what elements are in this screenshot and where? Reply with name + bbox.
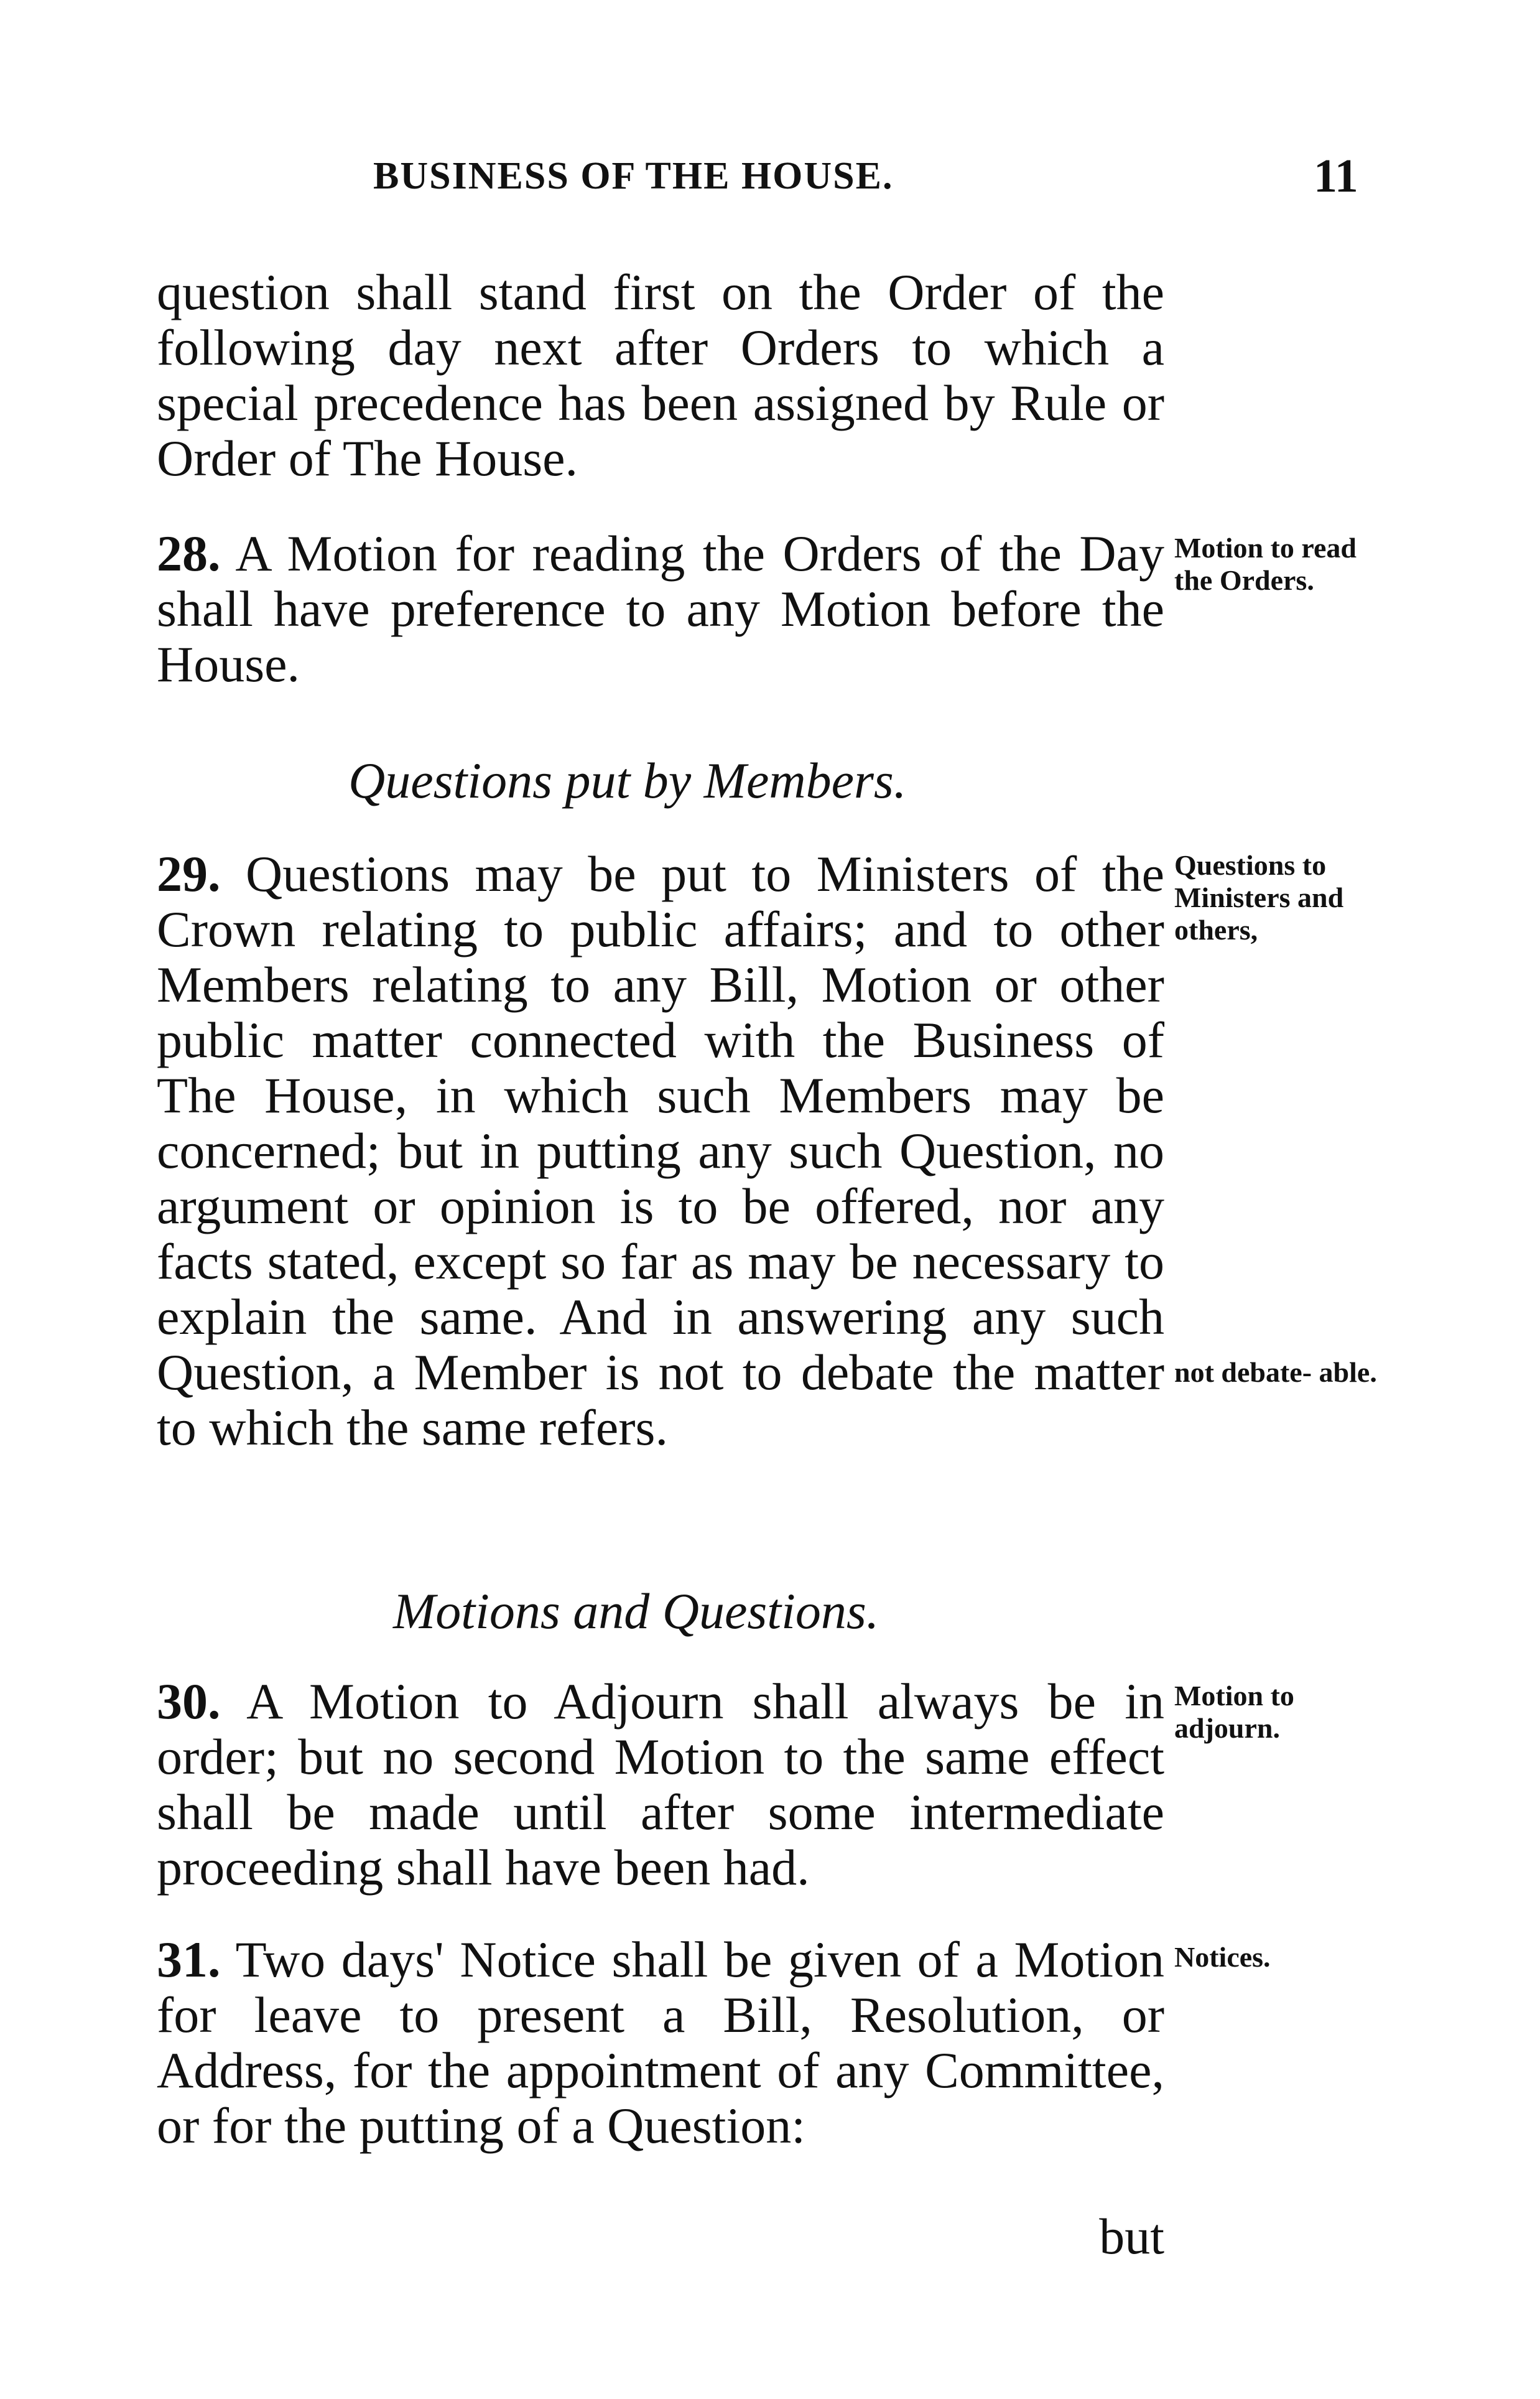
rule-30-margin-note: Motion to adjourn. <box>1174 1680 1294 1744</box>
rule-29-paragraph <box>157 846 1164 1455</box>
rule-28-text: A Motion for reading the Orders of the Day shall have preference to any Motion before the House. <box>157 525 1164 692</box>
rule-31-paragraph <box>157 1932 1164 2153</box>
rule-31-number: 31. <box>157 1931 221 1988</box>
rule-29-text-2: And in answering any such Question, a Member is not to debate the matter to which the same refers. <box>157 1288 1164 1456</box>
rule-31-text: Two days' Notice shall be given of a Motion for leave to present a Bill, Resolution, or Address, for the appointment of any Committee, or for the putting of a Question: <box>157 1931 1164 2154</box>
section-heading-questions: Questions put by Members. <box>348 752 907 809</box>
running-title: BUSINESS OF THE HOUSE. <box>373 155 894 197</box>
catchword: but <box>1099 2208 1164 2265</box>
rule-31-margin-note: Notices. <box>1174 1941 1271 1973</box>
rule-29-margin-note-not-debateable: not debate- able. <box>1174 1356 1377 1388</box>
rule-30-text: A Motion to Adjourn shall always be in order; but no second Motion to the same effect shall be made until after some intermediate proceeding shall have been had. <box>157 1673 1164 1896</box>
continuation-paragraph: question shall stand first on the Order of the following day next after Orders to which a special precedence has been assigned by Rule or Order of The House. <box>157 264 1164 487</box>
rule-28-paragraph <box>157 526 1164 692</box>
rule-28-margin-note: Motion to read the Orders. <box>1174 532 1357 596</box>
rule-30-number: 30. <box>157 1673 221 1730</box>
page-number: 11 <box>1314 150 1358 202</box>
rule-28-number: 28. <box>157 525 221 582</box>
section-heading-motions: Motions and Questions. <box>393 1583 879 1639</box>
rule-29-number: 29. <box>157 845 221 902</box>
rule-29-margin-note-questions: Questions to Ministers and others, <box>1174 849 1344 946</box>
rule-29-text-1: Questions may be put to Ministers of the Crown relating to public affairs; and to other Members relating to any Bill, Motion or other public matter connected with the Business of The House, in which such Members may be concerned; but in putting any such Question, no argument or opinion is to be offered, nor any facts stated, except so far as may be necessary to explain the same. <box>157 845 1164 1345</box>
rule-30-paragraph <box>157 1674 1164 1895</box>
